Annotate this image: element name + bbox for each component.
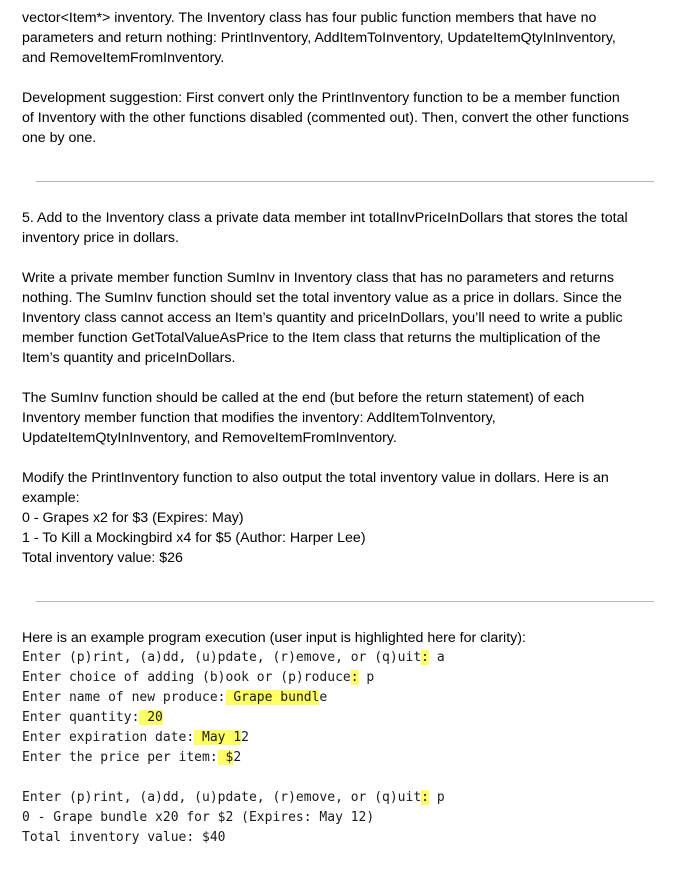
text-line: Development suggestion: First convert only the PrintInventory function to be a member function [22,90,620,106]
terminal-line [22,788,672,808]
document-page [22,8,672,848]
text-line: The SumInv function should be called at the end (but before the return statement) of each [22,390,585,406]
step-5-paragraph [22,208,672,248]
trailing-text: e [319,690,328,705]
terminal-line [22,668,672,688]
text-line: vector<Item*> inventory. The Inventory class has four public function members that have no [22,10,597,26]
user-input-highlight: : [350,670,359,685]
user-input-highlight: May 1 [194,730,242,745]
trailing-text: p [429,790,445,805]
text-line: Item’s quantity and priceInDollars. [22,350,236,366]
example-output-line: 1 - To Kill a Mockingbird x4 for $5 (Author: Harper Lee) [22,530,366,546]
prompt-text: Enter (p)rint, (a)dd, (u)pdate, (r)emove, or (q)uit [22,650,422,665]
prompt-text: Enter the price per item: [22,750,218,765]
terminal-session-1 [22,648,672,768]
development-suggestion-paragraph [22,88,672,148]
text-line: one by one. [22,130,97,146]
terminal-line [22,688,672,708]
prompt-text: Enter name of new produce: [22,690,226,705]
text-line: member function GetTotalValueAsPrice to the Item class that returns the multiplication of the [22,330,601,346]
terminal-line [22,708,672,728]
terminal-output-line: 0 - Grape bundle x20 for $2 (Expires: May 12) [22,810,375,825]
text-line: Write a private member function SumInv in Inventory class that has no parameters and returns [22,270,614,286]
text-line: and RemoveItemFromInventory. [22,50,225,66]
modify-print-paragraph [22,468,672,568]
trailing-text: a [429,650,445,665]
text-line: 5. Add to the Inventory class a private data member int totalInvPriceInDollars that stores the total [22,210,628,226]
text-line: of Inventory with the other functions disabled (commented out). Then, convert the other functions [22,110,629,126]
user-input-highlight: Grape bundl [225,690,320,705]
text-line: parameters and return nothing: PrintInventory, AddItemToInventory, UpdateItemQtyInInventory, [22,30,616,46]
prompt-text: Enter expiration date: [22,730,195,745]
suminv-paragraph [22,268,672,368]
user-input-highlight: : [421,790,429,805]
example-intro: Here is an example program execution (user input is highlighted here for clarity): [22,630,526,646]
terminal-session-2 [22,788,672,848]
user-input-highlight: $ [217,750,234,765]
text-line: Modify the PrintInventory function to also output the total inventory value in dollars. Here is an [22,470,609,486]
text-line: UpdateItemQtyInInventory, and RemoveItemFromInventory. [22,430,397,446]
terminal-output-line: Total inventory value: $40 [22,830,226,845]
terminal-line [22,728,672,748]
prompt-text: Enter quantity: [22,710,140,725]
prompt-text: Enter choice of adding (b)ook or (p)roduce [22,670,351,685]
terminal-line [22,648,672,668]
suminv-called-paragraph [22,388,672,448]
text-line: inventory price in dollars. [22,230,179,246]
user-input-highlight: : [421,650,429,665]
terminal-line [22,748,672,768]
intro-paragraph [22,8,672,68]
text-line: Inventory member function that modifies the inventory: AddItemToInventory, [22,410,496,426]
text-line: Inventory class cannot access an Item’s quantity and priceInDollars, you’ll need to write a public [22,310,623,326]
trailing-text: 2 [241,730,249,745]
trailing-text: p [358,670,375,685]
example-output-line: Total inventory value: $26 [22,550,183,566]
text-line: nothing. The SumInv function should set the total inventory value as a price in dollars. Since the [22,290,622,306]
example-output-line: 0 - Grapes x2 for $3 (Expires: May) [22,510,244,526]
user-input-highlight: 20 [139,710,163,725]
trailing-text: 2 [233,750,242,765]
prompt-text: Enter (p)rint, (a)dd, (u)pdate, (r)emove, or (q)uit [22,790,422,805]
text-line: example: [22,490,80,506]
example-execution [22,628,672,848]
